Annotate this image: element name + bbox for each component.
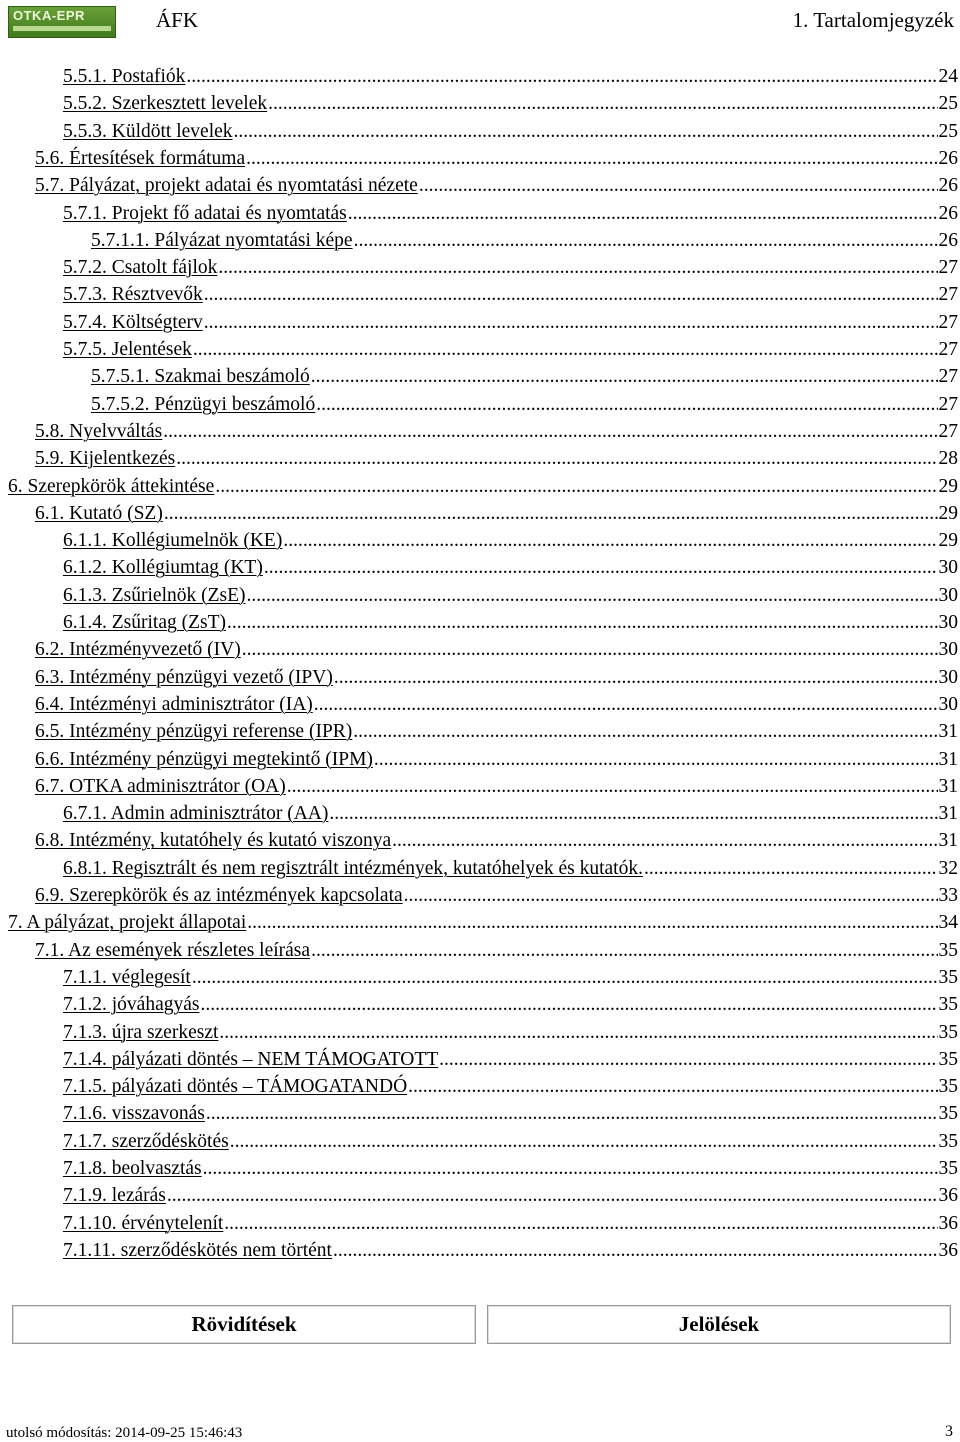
toc-dot-leader — [164, 502, 938, 526]
toc-entry[interactable] — [63, 1099, 958, 1126]
toc-dot-leader — [218, 256, 937, 280]
toc-entry-label[interactable]: 7.1.7. szerződéskötés — [63, 1130, 229, 1152]
toc-entry[interactable] — [91, 226, 958, 253]
toc-entry-page: 26 — [938, 202, 958, 224]
logo-stripe — [13, 26, 111, 31]
toc-entry[interactable] — [63, 854, 958, 881]
toc-entry-page: 34 — [938, 912, 958, 934]
toc-dot-leader — [204, 283, 938, 307]
toc-dot-leader — [242, 638, 938, 662]
toc-entry[interactable] — [63, 253, 958, 280]
toc-dot-leader — [408, 1075, 937, 1099]
toc-entry[interactable] — [63, 308, 958, 335]
toc-dot-leader — [186, 65, 937, 89]
toc-entry[interactable] — [35, 635, 958, 662]
toc-dot-leader — [247, 911, 937, 935]
toc-entry[interactable] — [35, 663, 958, 690]
abbreviations-button[interactable]: Rövidítések — [12, 1305, 476, 1344]
page-number: 3 — [945, 1423, 953, 1440]
toc-entry-label[interactable]: 7.1.11. szerződéskötés nem történt — [63, 1239, 332, 1261]
toc-entry-label[interactable]: 5.8. Nyelvváltás — [35, 420, 163, 442]
toc-entry[interactable] — [35, 171, 958, 198]
toc-entry[interactable] — [63, 199, 958, 226]
toc-entry[interactable] — [63, 799, 958, 826]
toc-entry[interactable] — [63, 608, 958, 635]
toc-entry-label[interactable]: 7.1.5. pályázati döntés – TÁMOGATANDÓ — [63, 1076, 408, 1098]
toc-dot-leader — [333, 1239, 938, 1263]
toc-entry[interactable] — [35, 417, 958, 444]
toc-entry[interactable] — [63, 1236, 958, 1263]
toc-dot-leader — [206, 1102, 938, 1126]
toc-entry-label[interactable]: 6.5. Intézmény pénzügyi referense (IPR) — [35, 721, 353, 743]
toc-entry[interactable] — [35, 690, 958, 717]
toc-entry-label[interactable]: 5.7.1. Projekt fő adatai és nyomtatás — [63, 202, 347, 224]
toc-entry[interactable] — [63, 1154, 958, 1181]
toc-entry-label[interactable]: 7. A pályázat, projekt állapotai — [8, 912, 247, 934]
toc-entry[interactable] — [63, 117, 958, 144]
toc-dot-leader — [176, 447, 937, 471]
toc-entry[interactable] — [63, 1209, 958, 1236]
toc-entry-label[interactable]: 6.7.1. Admin adminisztrátor (AA) — [63, 803, 329, 825]
toc-entry-label[interactable]: 7.1.8. beolvasztás — [63, 1158, 202, 1179]
toc-dot-leader — [314, 693, 938, 717]
toc-entry-page: 35 — [938, 1158, 958, 1179]
toc-dot-leader — [204, 311, 938, 335]
toc-entry[interactable] — [63, 1045, 958, 1072]
toc-entry-label[interactable]: 6. Szerepkörök áttekintése — [8, 475, 215, 497]
toc-entry-label[interactable]: 5.6. Értesítések formátuma — [35, 147, 246, 169]
toc-dot-leader — [316, 393, 937, 417]
toc-entry-page: 25 — [938, 93, 958, 115]
toc-entry-label[interactable]: 7.1.2. jóváhagyás — [63, 994, 200, 1016]
toc-entry-page: 30 — [938, 584, 958, 606]
toc-entry[interactable] — [8, 908, 958, 935]
toc-entry-label[interactable]: 5.7.5. Jelentések — [63, 339, 192, 360]
toc-entry[interactable] — [35, 826, 958, 853]
toc-dot-leader — [203, 1157, 938, 1181]
toc-entry[interactable] — [63, 1072, 958, 1099]
toc-entry-label[interactable]: 5.5.3. Küldött levelek — [63, 120, 233, 142]
toc-entry-label[interactable]: 5.7.5.1. Szakmai beszámoló — [91, 366, 310, 388]
toc-entry-page: 31 — [938, 830, 958, 852]
document-title: ÁFK — [156, 8, 199, 32]
toc-entry[interactable] — [35, 745, 958, 772]
toc-entry-label[interactable]: 6.1.4. Zsűritag (ZsT) — [63, 612, 227, 633]
toc-entry-label[interactable]: 6.9. Szerepkörök és az intézmények kapcsolata — [35, 885, 403, 906]
toc-entry-label[interactable]: 5.5.1. Postafiók — [63, 66, 186, 87]
toc-entry-label[interactable]: 5.7.3. Résztvevők — [63, 284, 203, 306]
toc-entry-page: 31 — [938, 748, 958, 770]
toc-entry-label[interactable]: 5.7.4. Költségterv — [63, 311, 203, 333]
toc-dot-leader — [230, 1130, 938, 1154]
toc-dot-leader — [234, 120, 938, 144]
toc-entry-page: 35 — [938, 1048, 958, 1070]
toc-entry-page: 27 — [938, 393, 958, 415]
toc-entry[interactable] — [35, 144, 958, 171]
toc-entry-page: 24 — [938, 66, 958, 87]
toc-entry-page: 30 — [938, 666, 958, 688]
toc-entry-label[interactable]: 5.7.2. Csatolt fájlok — [63, 257, 218, 279]
toc-entry[interactable] — [63, 1181, 958, 1208]
toc-entry-label[interactable]: 6.7. OTKA adminisztrátor (OA) — [35, 775, 286, 797]
toc-entry-label[interactable]: 5.7. Pályázat, projekt adatai és nyomtatási nézete — [35, 175, 418, 197]
toc-entry[interactable] — [63, 581, 958, 608]
toc-entry-page: 26 — [938, 229, 958, 251]
toc-entry-page: 35 — [938, 1076, 958, 1098]
toc-dot-leader — [419, 174, 938, 198]
toc-dot-leader — [311, 939, 937, 963]
toc-dot-leader — [348, 202, 938, 226]
toc-dot-leader — [247, 584, 938, 608]
toc-entry-label[interactable]: 6.1.3. Zsűrielnök (ZsE) — [63, 584, 246, 606]
toc-entry-page: 36 — [938, 1212, 958, 1234]
toc-entry-page: 31 — [938, 803, 958, 825]
toc-entry-page: 30 — [938, 693, 958, 715]
toc-entry[interactable] — [35, 499, 958, 526]
toc-entry-label[interactable]: 7.1.3. újra szerkeszt — [63, 1021, 219, 1043]
otka-epr-logo[interactable] — [8, 6, 116, 38]
toc-entry[interactable] — [63, 335, 958, 362]
toc-entry[interactable] — [63, 62, 958, 89]
toc-entry-label[interactable]: 6.1.2. Kollégiumtag (KT) — [63, 557, 263, 579]
toc-dot-leader — [404, 884, 938, 908]
toc-entry-page: 32 — [938, 857, 958, 879]
toc-entry[interactable] — [63, 89, 958, 116]
toc-entry[interactable] — [63, 1127, 958, 1154]
toc-entry[interactable] — [35, 717, 958, 744]
toc-entry-page: 26 — [938, 175, 958, 197]
page-header — [0, 0, 960, 44]
toc-entry[interactable] — [35, 881, 958, 908]
toc-entry-page: 27 — [938, 366, 958, 388]
toc-entry-label[interactable]: 7.1.4. pályázati döntés – NEM TÁMOGATOTT — [63, 1048, 439, 1070]
toc-entry-label[interactable]: 7.1.9. lezárás — [63, 1185, 166, 1207]
toc-dot-leader — [246, 147, 937, 171]
toc-dot-leader — [334, 666, 938, 690]
toc-entry-label[interactable]: 6.6. Intézmény pénzügyi megtekintő (IPM) — [35, 748, 373, 770]
toc-entry-page: 28 — [938, 448, 958, 470]
toc-entry[interactable] — [35, 444, 958, 471]
toc-entry-page: 36 — [938, 1239, 958, 1261]
toc-entry-page: 30 — [938, 612, 958, 633]
toc-entry[interactable] — [63, 963, 958, 990]
toc-entry[interactable] — [63, 280, 958, 307]
toc-dot-leader — [287, 775, 938, 799]
toc-entry-page: 35 — [938, 994, 958, 1016]
toc-entry-label[interactable]: 5.5.2. Szerkesztett levelek — [63, 93, 268, 115]
toc-dot-leader — [329, 802, 937, 826]
notations-button[interactable]: Jelölések — [487, 1305, 951, 1344]
toc-entry[interactable] — [91, 362, 958, 389]
toc-entry-label[interactable]: 6.2. Intézményvezető (IV) — [35, 639, 241, 661]
toc-entry-page: 35 — [938, 939, 958, 961]
toc-entry-page: 27 — [938, 339, 958, 360]
toc-entry-label[interactable]: 5.7.1.1. Pályázat nyomtatási képe — [91, 229, 353, 251]
logo-text: OTKA-EPR — [13, 8, 85, 23]
toc-entry-page: 35 — [938, 1021, 958, 1043]
toc-entry[interactable] — [63, 526, 958, 553]
toc-entry-label[interactable]: 6.8.1. Regisztrált és nem regisztrált intézmények, kutatóhelyek és kutatók. — [63, 857, 643, 879]
toc-dot-leader — [163, 420, 937, 444]
toc-entry[interactable] — [35, 772, 958, 799]
toc-entry-page: 27 — [938, 420, 958, 442]
toc-entry-label[interactable]: 6.4. Intézményi adminisztrátor (IA) — [35, 693, 313, 715]
toc-dot-leader — [219, 1021, 937, 1045]
toc-entry-label[interactable]: 6.8. Intézmény, kutatóhely és kutató viszonya — [35, 830, 392, 852]
toc-dot-leader — [215, 475, 937, 499]
toc-entry[interactable] — [91, 390, 958, 417]
toc-entry-label[interactable]: 7.1.6. visszavonás — [63, 1103, 205, 1125]
section-title: 1. Tartalomjegyzék — [792, 8, 954, 32]
toc-dot-leader — [224, 1212, 937, 1236]
toc-entry-label[interactable]: 5.9. Kijelentkezés — [35, 448, 176, 470]
toc-entry-label[interactable]: 7.1.10. érvénytelenít — [63, 1212, 224, 1234]
toc-entry[interactable] — [8, 472, 958, 499]
toc-dot-leader — [311, 365, 938, 389]
toc-entry-page: 31 — [938, 775, 958, 797]
toc-dot-leader — [193, 338, 938, 362]
toc-dot-leader — [227, 611, 937, 635]
toc-entry-label[interactable]: 6.3. Intézmény pénzügyi vezető (IPV) — [35, 666, 333, 688]
toc-entry-label[interactable]: 6.1.1. Kollégiumelnök (KE) — [63, 530, 283, 552]
toc-entry-page: 30 — [938, 557, 958, 579]
toc-entry[interactable] — [63, 553, 958, 580]
toc-dot-leader — [439, 1048, 937, 1072]
toc-entry-page: 25 — [938, 120, 958, 142]
toc-dot-leader — [192, 966, 938, 990]
toc-entry-page: 27 — [938, 311, 958, 333]
toc-dot-leader — [353, 720, 937, 744]
toc-entry-page: 35 — [938, 966, 958, 988]
toc-entry-page: 27 — [938, 257, 958, 279]
toc-entry-page: 30 — [938, 639, 958, 661]
toc-entry[interactable] — [63, 1018, 958, 1045]
toc-entry[interactable] — [35, 936, 958, 963]
toc-entry-page: 35 — [938, 1130, 958, 1152]
toc-entry-page: 29 — [938, 502, 958, 524]
toc-entry-page: 33 — [938, 885, 958, 906]
toc-dot-leader — [200, 993, 937, 1017]
toc-dot-leader — [268, 92, 937, 116]
toc-dot-leader — [374, 748, 938, 772]
toc-dot-leader — [167, 1184, 938, 1208]
toc-entry-label[interactable]: 6.1. Kutató (SZ) — [35, 502, 163, 524]
toc-dot-leader — [392, 829, 937, 853]
toc-dot-leader — [354, 229, 938, 253]
toc-dot-leader — [264, 556, 938, 580]
toc-entry-page: 26 — [938, 147, 958, 169]
toc-entry-label[interactable]: 7.1. Az események részletes leírása — [35, 939, 311, 961]
toc-dot-leader — [644, 857, 938, 881]
toc-dot-leader — [283, 529, 937, 553]
toc-entry-page: 31 — [938, 721, 958, 743]
toc-entry-page: 29 — [938, 530, 958, 552]
toc-entry-page: 29 — [938, 475, 958, 497]
last-modified: utolsó módosítás: 2014-09-25 15:46:43 — [6, 1425, 243, 1441]
toc-entry-label[interactable]: 5.7.5.2. Pénzügyi beszámoló — [91, 393, 316, 415]
toc-entry-label[interactable]: 7.1.1. véglegesít — [63, 966, 191, 988]
toc-entry-page: 35 — [938, 1103, 958, 1125]
toc-entry[interactable] — [63, 990, 958, 1017]
toc-entry-page: 36 — [938, 1185, 958, 1207]
toc-entry-page: 27 — [938, 284, 958, 306]
